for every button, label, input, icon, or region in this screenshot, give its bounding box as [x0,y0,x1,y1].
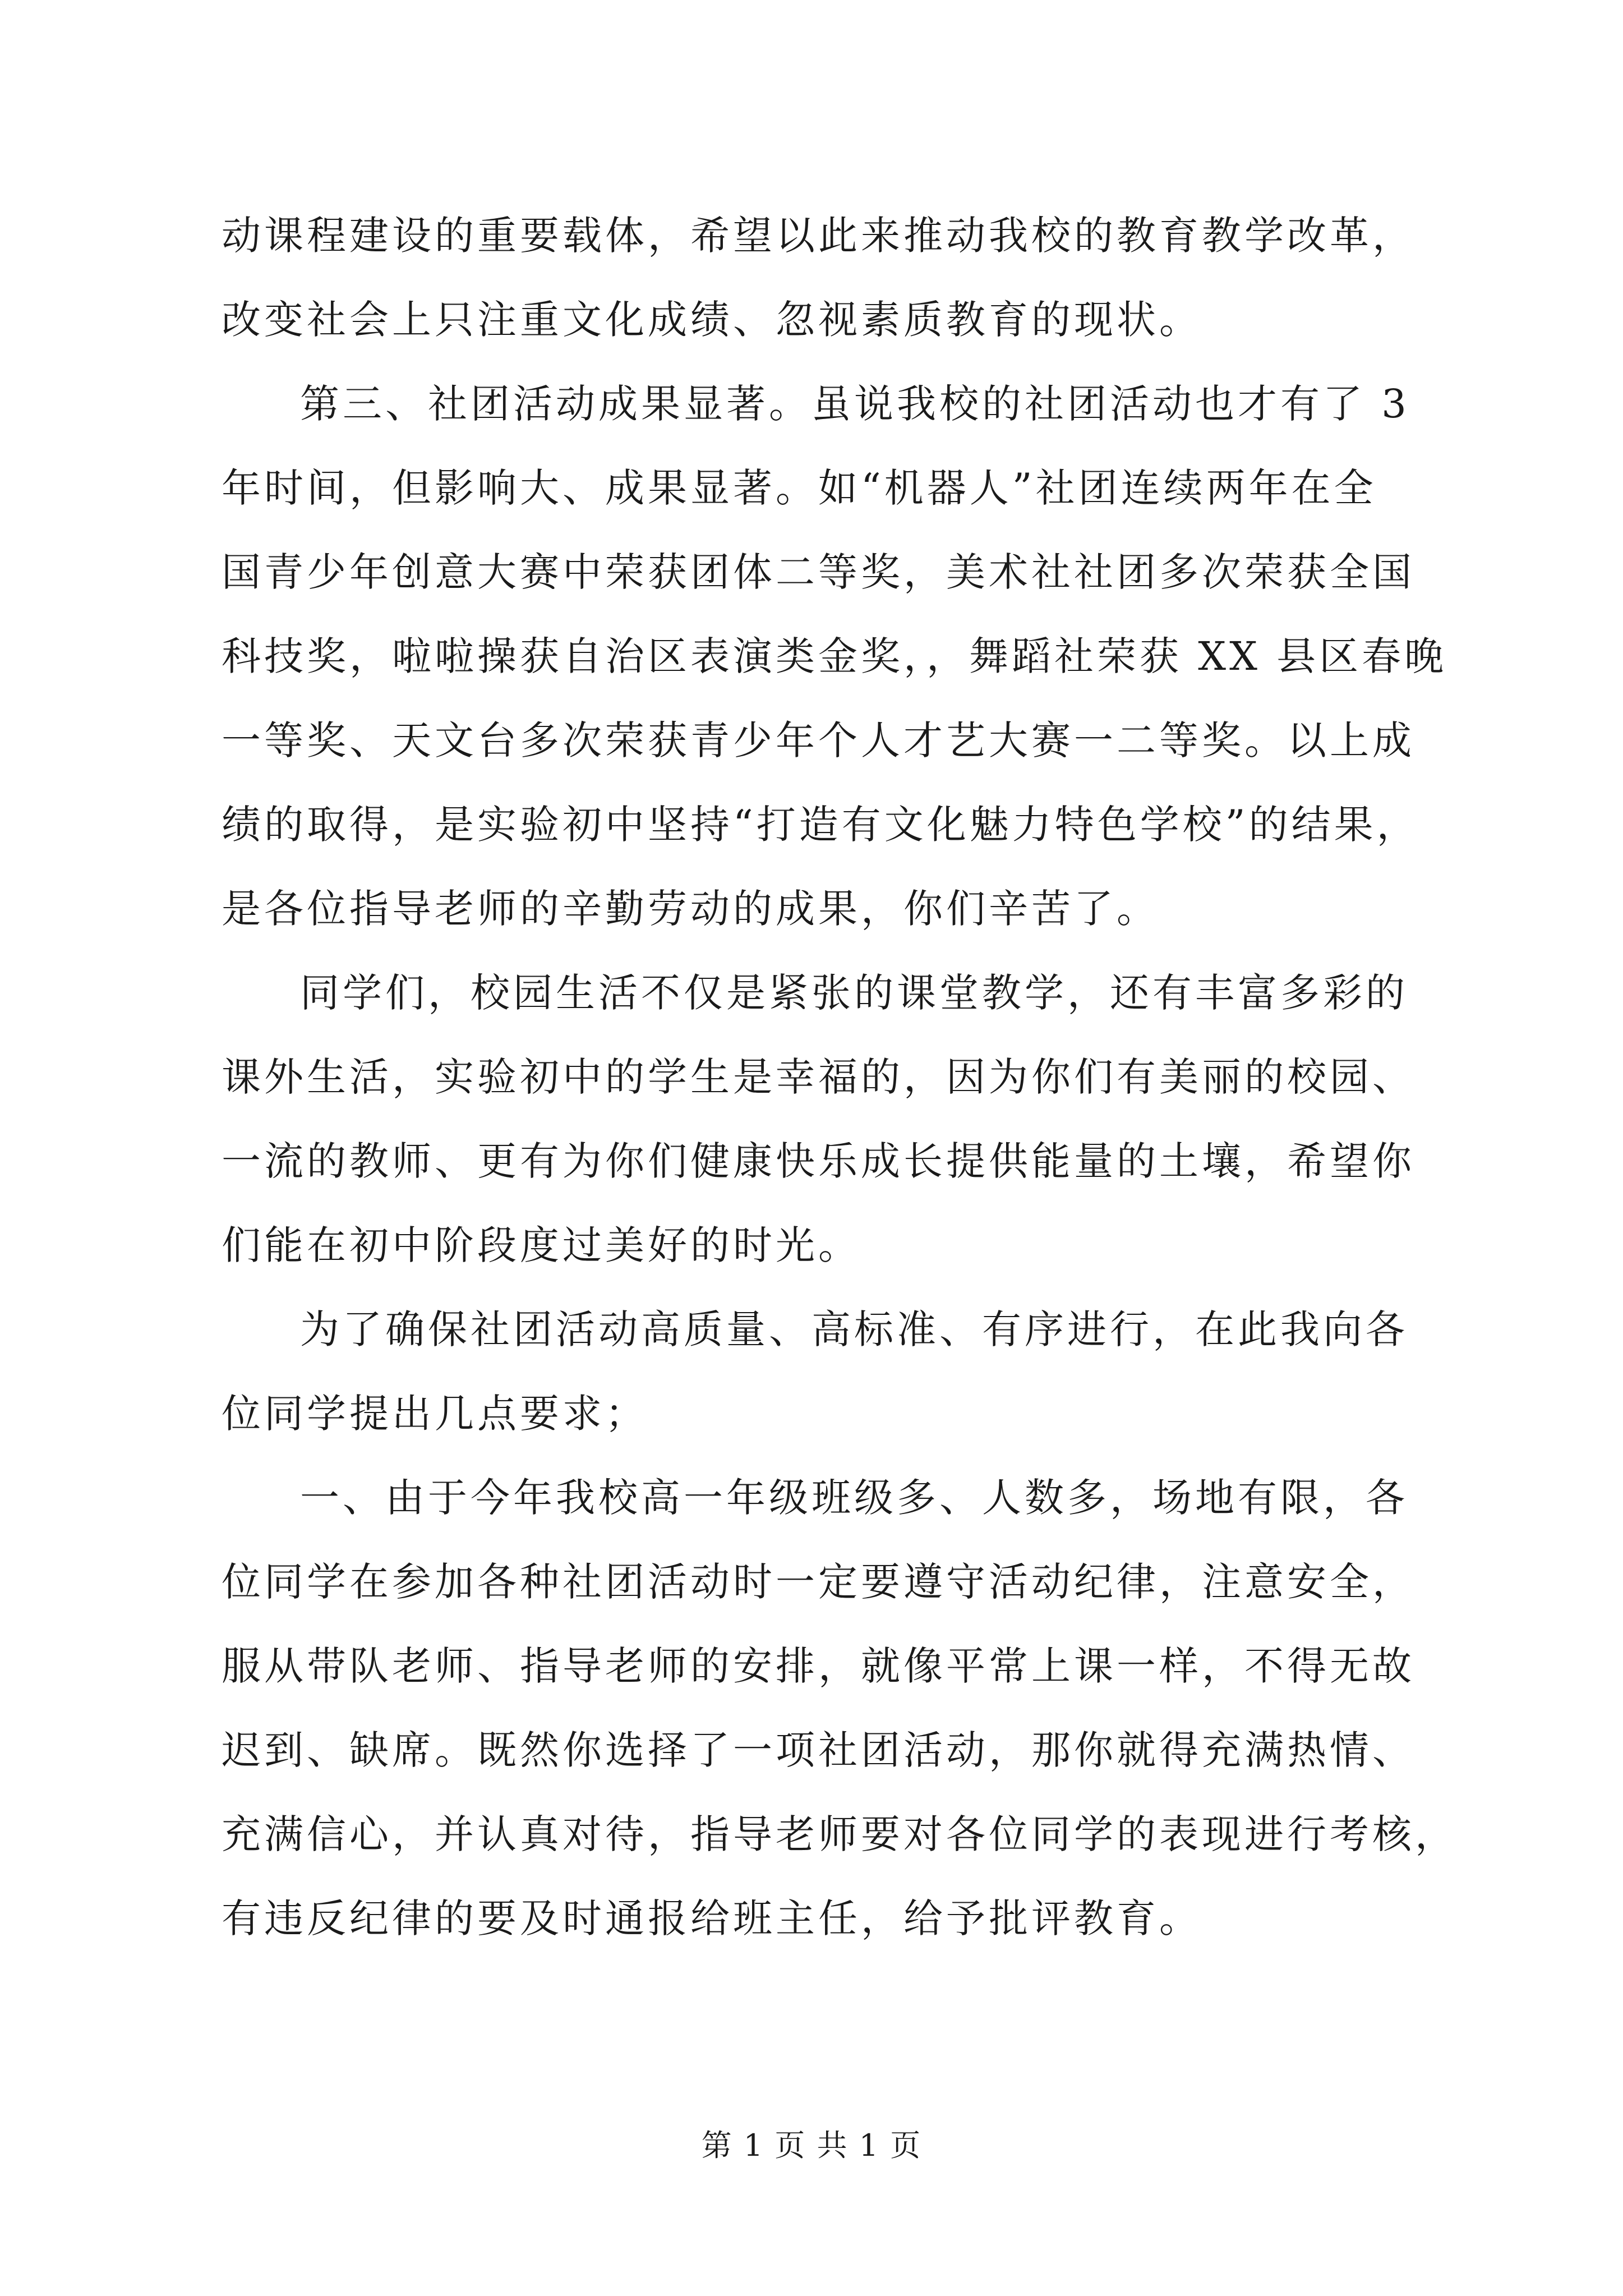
text-line: 一流的教师、更有为你们健康快乐成长提供能量的土壤，希望你 [222,1138,1415,1184]
text-line: 是各位指导老师的辛勤劳动的成果，你们辛苦了。 [222,886,1159,932]
text-line: 动课程建设的重要载体，希望以此来推动我校的教育教学改革， [222,213,1415,259]
text-line: 为了确保社团活动高质量、高标准、有序进行，在此我向各 [300,1306,1408,1352]
text-line: 一等奖、天文台多次荣获青少年个人才艺大赛一二等奖。以上成 [222,717,1415,763]
text-line: 位同学在参加各种社团活动时一定要遵守活动纪律，注意安全， [222,1559,1415,1605]
page-footer [0,2126,1623,2165]
document-body [222,194,1458,1961]
page-number-label: 第 1 页 共 1 页 [701,2128,922,2163]
text-line: 迟到、缺席。既然你选择了一项社团活动，那你就得充满热情、 [222,1727,1415,1773]
text-line: 一、由于今年我校高一年级班级多、人数多，场地有限，各 [300,1475,1408,1521]
text-line: 们能在初中阶段度过美好的时光。 [222,1222,861,1268]
text-line: 有违反纪律的要及时通报给班主任，给予批评教育。 [222,1895,1202,1941]
text-line: 充满信心，并认真对待，指导老师要对各位同学的表现进行考核， [222,1811,1458,1857]
text-line: 位同学提出几点要求； [222,1391,648,1437]
text-line: 第三、社团活动成果显著。虽说我校的社团活动也才有了 3 [300,381,1410,427]
text-line: 同学们，校园生活不仅是紧张的课堂教学，还有丰富多彩的 [300,970,1408,1016]
text-line: 年时间，但影响大、成果显著。如“机器人”社团连续两年在全 [222,465,1377,511]
text-line: 服从带队老师、指导老师的安排，就像平常上课一样，不得无故 [222,1643,1415,1689]
text-line: 改变社会上只注重文化成绩、忽视素质教育的现状。 [222,297,1202,343]
text-line: 绩的取得，是实验初中坚持“打造有文化魅力特色学校”的结果， [222,802,1419,848]
text-line: 国青少年创意大赛中荣获团体二等奖，美术社社团多次荣获全国 [222,549,1415,595]
text-line: 科技奖，啦啦操获自治区表演类金奖，，舞蹈社荣获 XX 县区春晚 [222,633,1447,679]
text-line: 课外生活，实验初中的学生是幸福的，因为你们有美丽的校园、 [222,1054,1415,1100]
